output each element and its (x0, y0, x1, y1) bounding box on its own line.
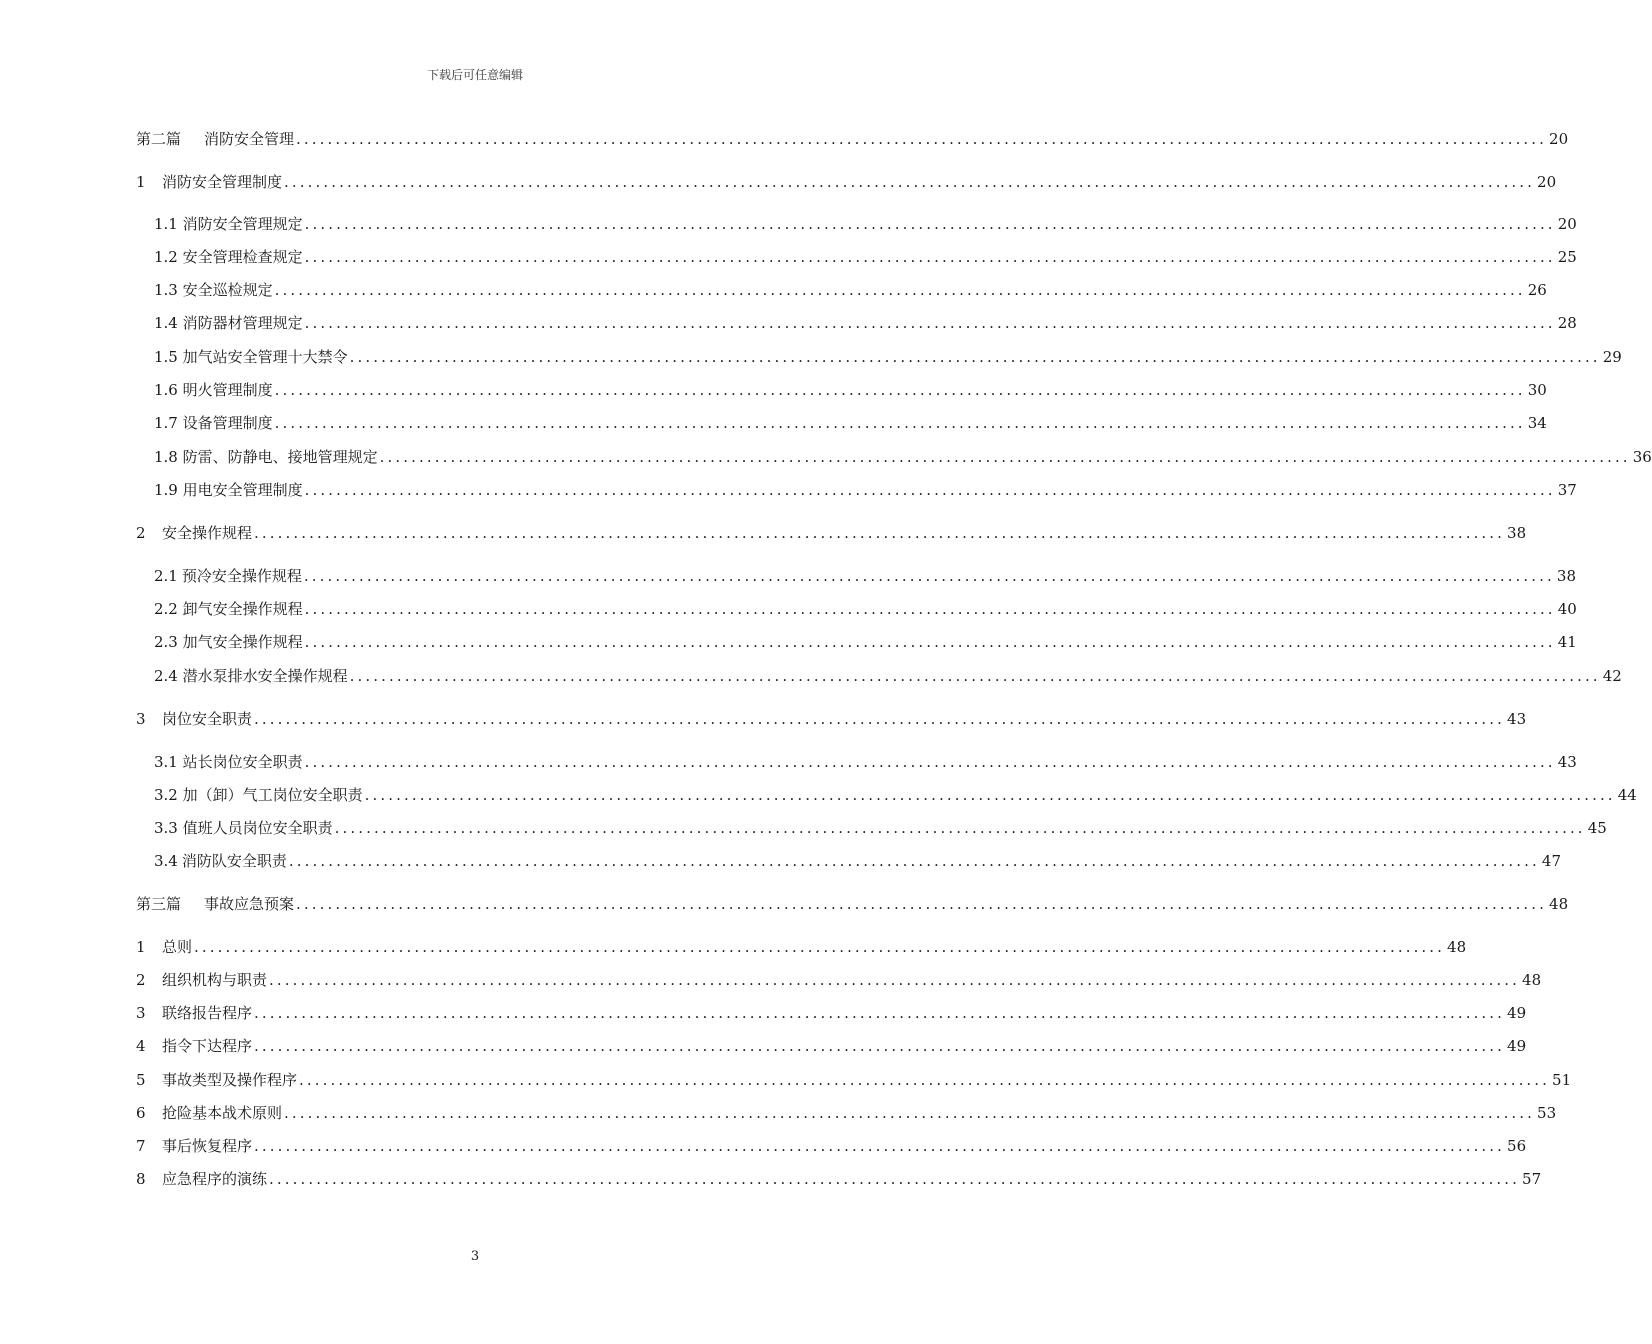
toc-entry-page: 29 (1602, 348, 1622, 366)
toc-entry-title: 卸气安全操作规程 (182, 600, 303, 618)
toc-entry-part-3[interactable] (136, 890, 1569, 914)
toc-dot-leader: ............................................................................................................................................................... (349, 667, 1601, 685)
toc-entry-number: 1.8 (154, 448, 178, 466)
toc-entry-page: 43 (1557, 753, 1577, 771)
toc-dot-leader: ............................................................................................................................................................... (284, 1104, 1536, 1122)
toc-entry-1-8[interactable] (154, 443, 1652, 467)
toc-entry-3-4[interactable] (154, 847, 1561, 871)
toc-entry-p3-5[interactable] (136, 1066, 1572, 1090)
toc-entry-title: 加（卸）气工岗位安全职责 (182, 786, 363, 804)
toc-entry-number: 1.5 (154, 348, 178, 366)
toc-entry-title: 消防队安全职责 (181, 852, 287, 870)
toc-entry-1-2[interactable] (154, 243, 1577, 267)
toc-entry-page: 42 (1602, 667, 1622, 685)
toc-entry-page: 25 (1557, 248, 1577, 266)
toc-entry-page: 47 (1541, 852, 1561, 870)
page-number: 3 (470, 1249, 480, 1264)
toc-entry-page: 36 (1632, 448, 1652, 466)
toc-entry-number: 1.7 (154, 414, 178, 432)
toc-entry-number: 2.4 (154, 667, 178, 685)
toc-entry-page: 45 (1587, 819, 1607, 837)
toc-dot-leader: ............................................................................................................................................................... (349, 348, 1601, 366)
toc-dot-leader: ............................................................................................................................................................... (284, 173, 1536, 191)
toc-dot-leader: ............................................................................................................................................................... (334, 819, 1586, 837)
toc-entry-title: 事故类型及操作程序 (162, 1071, 298, 1089)
toc-entry-3[interactable] (136, 705, 1527, 729)
toc-entry-number: 1.2 (154, 248, 178, 266)
toc-dot-leader: ............................................................................................................................................................... (254, 1137, 1506, 1155)
toc-entry-title: 安全管理检查规定 (182, 248, 303, 266)
toc-entry-title: 预冷安全操作规程 (181, 567, 302, 585)
toc-entry-number: 1.1 (154, 215, 178, 233)
toc-entry-page: 20 (1549, 130, 1569, 148)
toc-entry-number: 2 (136, 524, 146, 542)
toc-entry-title: 用电安全管理制度 (182, 481, 303, 499)
toc-entry-title: 加气站安全管理十大禁令 (182, 348, 348, 366)
toc-entry-1-7[interactable] (154, 409, 1547, 433)
toc-entry-page: 53 (1537, 1104, 1557, 1122)
toc-entry-page: 40 (1557, 600, 1577, 618)
toc-entry-1-4[interactable] (154, 309, 1577, 333)
toc-entry-2-2[interactable] (154, 595, 1577, 619)
toc-entry-page: 28 (1557, 314, 1577, 332)
toc-dot-leader: ............................................................................................................................................................... (254, 524, 1506, 542)
toc-entry-title: 指令下达程序 (162, 1037, 253, 1055)
toc-entry-page: 48 (1522, 971, 1542, 989)
toc-entry-number: 3.1 (154, 753, 178, 771)
toc-dot-leader: ............................................................................................................................................................... (296, 130, 1548, 148)
toc-entry-page: 20 (1557, 215, 1577, 233)
toc-entry-p3-3[interactable] (136, 999, 1527, 1023)
toc-entry-page: 38 (1556, 567, 1576, 585)
toc-entry-p3-8[interactable] (136, 1165, 1542, 1189)
toc-entry-number: 4 (136, 1037, 146, 1055)
toc-dot-leader: ............................................................................................................................................................... (269, 1170, 1521, 1188)
toc-entry-page: 34 (1527, 414, 1547, 432)
toc-entry-page: 51 (1552, 1071, 1572, 1089)
toc-entry-number: 第二篇 (136, 130, 182, 148)
toc-entry-title: 设备管理制度 (182, 414, 273, 432)
toc-entry-number: 1.4 (154, 314, 178, 332)
toc-entry-title: 防雷、防静电、接地管理规定 (182, 448, 378, 466)
toc-entry-title: 事后恢复程序 (162, 1137, 253, 1155)
toc-entry-p3-6[interactable] (136, 1099, 1557, 1123)
toc-entry-2-1[interactable] (154, 562, 1576, 586)
toc-entry-p3-7[interactable] (136, 1132, 1527, 1156)
toc-dot-leader: ............................................................................................................................................................... (288, 852, 1540, 870)
toc-entry-number: 3.4 (154, 852, 178, 870)
toc-dot-leader: ............................................................................................................................................................... (274, 381, 1526, 399)
page-header: 下载后可任意编辑 (426, 68, 523, 82)
toc-entry-1-9[interactable] (154, 476, 1577, 500)
toc-dot-leader: ............................................................................................................................................................... (304, 248, 1556, 266)
toc-entry-page: 44 (1617, 786, 1637, 804)
toc-entry-title: 事故应急预案 (204, 895, 295, 913)
toc-dot-leader: ............................................................................................................................................................... (254, 710, 1506, 728)
toc-entry-page: 49 (1507, 1004, 1527, 1022)
toc-entry-page: 57 (1522, 1170, 1542, 1188)
toc-dot-leader: ............................................................................................................................................................... (269, 971, 1521, 989)
toc-entry-number: 1 (136, 173, 146, 191)
toc-dot-leader: ............................................................................................................................................................... (254, 1037, 1506, 1055)
toc-dot-leader: ............................................................................................................................................................... (274, 414, 1526, 432)
toc-entry-1-6[interactable] (154, 376, 1547, 400)
toc-entry-page: 38 (1507, 524, 1527, 542)
toc-entry-page: 49 (1507, 1037, 1527, 1055)
toc-entry-3-3[interactable] (154, 814, 1607, 838)
toc-dot-leader: ............................................................................................................................................................... (274, 281, 1526, 299)
toc-entry-number: 6 (136, 1104, 146, 1122)
toc-dot-leader: ............................................................................................................................................................... (304, 215, 1556, 233)
toc-entry-p3-2[interactable] (136, 966, 1542, 990)
toc-entry-number: 7 (136, 1137, 146, 1155)
toc-entry-title: 消防器材管理规定 (182, 314, 303, 332)
toc-entry-title: 应急程序的演练 (162, 1170, 268, 1188)
toc-entry-p3-1[interactable] (136, 933, 1467, 957)
toc-entry-2-4[interactable] (154, 662, 1622, 686)
toc-entry-number: 2.2 (154, 600, 178, 618)
toc-dot-leader: ............................................................................................................................................................... (304, 314, 1556, 332)
toc-entry-title: 加气安全操作规程 (182, 633, 303, 651)
toc-entry-page: 20 (1537, 173, 1557, 191)
toc-entry-title: 消防安全管理 (204, 130, 295, 148)
toc-dot-leader: ............................................................................................................................................................... (379, 448, 1631, 466)
toc-entry-number: 1.6 (154, 381, 178, 399)
toc-entry-page: 30 (1527, 381, 1547, 399)
toc-dot-leader: ............................................................................................................................................................... (194, 938, 1446, 956)
toc-dot-leader: ............................................................................................................................................................... (299, 1071, 1551, 1089)
toc-entry-title: 总则 (162, 938, 193, 956)
toc-dot-leader: ............................................................................................................................................................... (304, 481, 1556, 499)
toc-entry-2-3[interactable] (154, 628, 1577, 652)
toc-entry-part-2[interactable] (136, 125, 1569, 149)
toc-entry-page: 48 (1549, 895, 1569, 913)
toc-entry-title: 值班人员岗位安全职责 (182, 819, 333, 837)
toc-entry-number: 1 (136, 938, 146, 956)
toc-entry-title: 岗位安全职责 (162, 710, 253, 728)
toc-dot-leader: ............................................................................................................................................................... (303, 567, 1555, 585)
toc-entry-title: 消防安全管理规定 (182, 215, 303, 233)
toc-entry-number: 2.1 (154, 567, 178, 585)
toc-entry-page: 43 (1507, 710, 1527, 728)
toc-entry-p3-4[interactable] (136, 1032, 1527, 1056)
toc-entry-title: 明火管理制度 (182, 381, 273, 399)
toc-entry-3-1[interactable] (154, 748, 1577, 772)
toc-entry-3-2[interactable] (154, 781, 1637, 805)
toc-entry-number: 3 (136, 710, 146, 728)
toc-entry-title: 组织机构与职责 (162, 971, 268, 989)
toc-dot-leader: ............................................................................................................................................................... (364, 786, 1616, 804)
toc-entry-title: 抢险基本战术原则 (162, 1104, 283, 1122)
toc-entry-page: 56 (1507, 1137, 1527, 1155)
toc-entry-1[interactable] (136, 168, 1557, 192)
toc-entry-page: 41 (1557, 633, 1577, 651)
toc-entry-number: 1.9 (154, 481, 178, 499)
toc-entry-1-1[interactable] (154, 210, 1577, 234)
toc-entry-1-5[interactable] (154, 343, 1622, 367)
toc-entry-2[interactable] (136, 519, 1527, 543)
toc-entry-number: 2 (136, 971, 146, 989)
toc-dot-leader: ............................................................................................................................................................... (304, 633, 1556, 651)
toc-entry-number: 第三篇 (136, 895, 182, 913)
toc-entry-page: 48 (1447, 938, 1467, 956)
toc-entry-title: 消防安全管理制度 (162, 173, 283, 191)
toc-entry-page: 26 (1527, 281, 1547, 299)
toc-dot-leader: ............................................................................................................................................................... (304, 600, 1556, 618)
toc-entry-1-3[interactable] (154, 276, 1547, 300)
toc-dot-leader: ............................................................................................................................................................... (254, 1004, 1506, 1022)
toc-entry-title: 潜水泵排水安全操作规程 (182, 667, 348, 685)
toc-entry-number: 3.2 (154, 786, 178, 804)
toc-entry-number: 2.3 (154, 633, 178, 651)
toc-entry-number: 3 (136, 1004, 146, 1022)
toc-entry-title: 站长岗位安全职责 (182, 753, 303, 771)
toc-entry-number: 5 (136, 1071, 146, 1089)
toc-entry-number: 1.3 (154, 281, 178, 299)
toc-entry-title: 联络报告程序 (162, 1004, 253, 1022)
toc-dot-leader: ............................................................................................................................................................... (296, 895, 1548, 913)
toc-dot-leader: ............................................................................................................................................................... (304, 753, 1556, 771)
toc-entry-page: 37 (1557, 481, 1577, 499)
toc-entry-number: 3.3 (154, 819, 178, 837)
toc-entry-title: 安全操作规程 (162, 524, 253, 542)
toc-entry-title: 安全巡检规定 (182, 281, 273, 299)
toc-entry-number: 8 (136, 1170, 146, 1188)
